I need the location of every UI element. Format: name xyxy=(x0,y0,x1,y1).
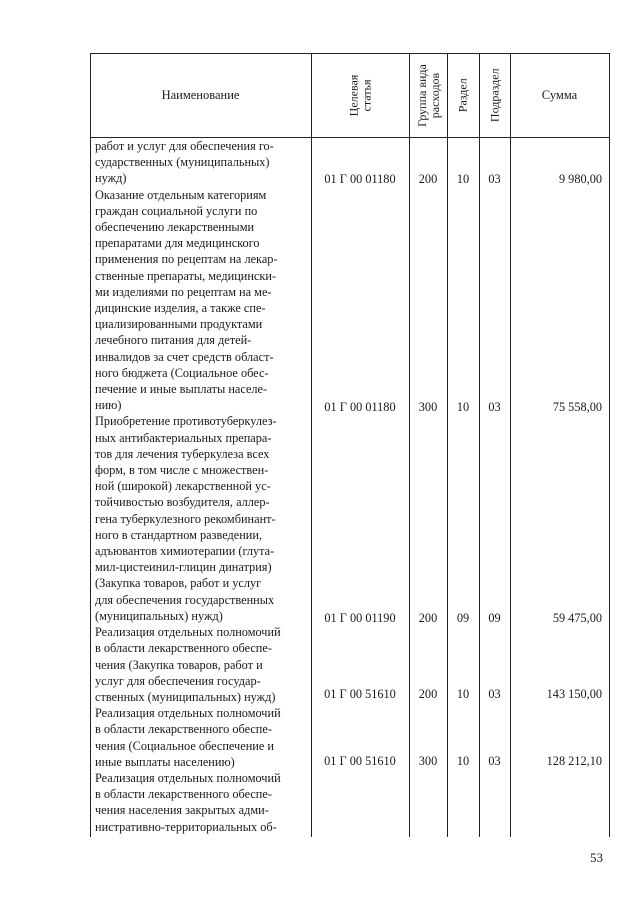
row-name-5: Реализация отдельных полномочий в области лекарственного обеспе- чения (Социальное обеспечение и иные выплаты населению) xyxy=(95,706,281,769)
row-3-group: 200 xyxy=(418,611,438,625)
row-5-section: 10 xyxy=(456,754,470,768)
row-1-subsection: 03 xyxy=(488,172,501,186)
row-1-target: 01 Г 00 01180 xyxy=(324,172,396,186)
table-right-border xyxy=(609,53,610,837)
row-2-section: 10 xyxy=(456,400,470,414)
header-sum xyxy=(510,53,609,137)
row-name-3: Приобретение противотуберкулез- ных антибактериальных препара- тов для лечения туберкулеза всех форм, в том числе с множествен- ной (широкой) лекарственной ус- тойчивостью возбудителя, аллер- гена туберкулезного рекомбинант- ного в стандартном разведении, адъювантов химиотерапии (глута- мил-цистеинил-глицин динатрия) (Закупка товаров, работ и услуг для обеспечения государственных (муниципальных) нужд) xyxy=(95,414,277,623)
row-5-group: 300 xyxy=(418,754,438,768)
header-group-line1: Группа вида xyxy=(414,63,429,127)
row-4-sum: 143 150,00 xyxy=(546,687,602,701)
row-name-2: Оказание отдельным категориям граждан социальной услуги по обеспечению лекарственными препаратами для медицинского применения по рецептам на лекар- ственные препараты, медицински- ми изделиями по рецептам на ме- дицинские изделия, а также спе- циализированными продуктами лечебного питания для детей- инвалидов за счет средств област- ного бюджета (Социальное обес- печение и иные выплаты населе- нию) xyxy=(95,187,278,413)
row-1-sum: 9 980,00 xyxy=(558,172,602,186)
header-target-line1: Целевая xyxy=(346,74,361,116)
names-column xyxy=(95,138,307,835)
header-section-label: Раздел xyxy=(455,78,470,112)
row-name-6: Реализация отдельных полномочий в области лекарственного обеспе- чения населения закрытых адми- нистративно-территориальных об- xyxy=(95,770,281,834)
page-number: 53 xyxy=(590,850,603,865)
row-5-subsection: 03 xyxy=(488,754,501,768)
row-3-target: 01 Г 00 01190 xyxy=(324,611,396,625)
row-name-4: Реализация отдельных полномочий в области лекарственного обеспе- чения (Закупка товаров, работ и услуг для обеспечения государ- ственных (муниципальных) нужд) xyxy=(95,625,281,704)
row-4-group: 200 xyxy=(418,687,438,701)
header-subsection xyxy=(479,53,510,137)
header-sum-label: Сумма xyxy=(541,87,578,102)
header-subsection-label: Подраздел xyxy=(487,68,502,122)
row-2-subsection: 03 xyxy=(488,400,501,414)
budget-table xyxy=(90,53,610,837)
row-4-target: 01 Г 00 51610 xyxy=(324,687,396,701)
header-name-label: Наименование xyxy=(161,87,240,102)
row-1-section: 10 xyxy=(456,172,470,186)
header-section xyxy=(447,53,479,137)
header-target xyxy=(311,53,409,137)
row-3-section: 09 xyxy=(456,611,470,625)
row-2-target: 01 Г 00 01180 xyxy=(324,400,396,414)
header-name xyxy=(90,53,311,137)
row-2-group: 300 xyxy=(418,400,438,414)
row-5-sum: 128 212,10 xyxy=(546,754,602,768)
header-group xyxy=(409,53,447,137)
row-3-subsection: 09 xyxy=(488,611,501,625)
row-4-section: 10 xyxy=(456,687,470,701)
row-name-1: работ и услуг для обеспечения го- сударственных (муниципальных) нужд) xyxy=(95,139,274,186)
header-target-line2: статья xyxy=(358,79,373,111)
header-group-line2: расходов xyxy=(427,72,441,118)
row-1-group: 200 xyxy=(418,172,438,186)
row-3-sum: 59 475,00 xyxy=(552,611,602,625)
row-4-subsection: 03 xyxy=(488,687,501,701)
row-5-target: 01 Г 00 51610 xyxy=(324,754,396,768)
row-2-sum: 75 558,00 xyxy=(552,400,602,414)
table-left-border xyxy=(90,53,91,837)
